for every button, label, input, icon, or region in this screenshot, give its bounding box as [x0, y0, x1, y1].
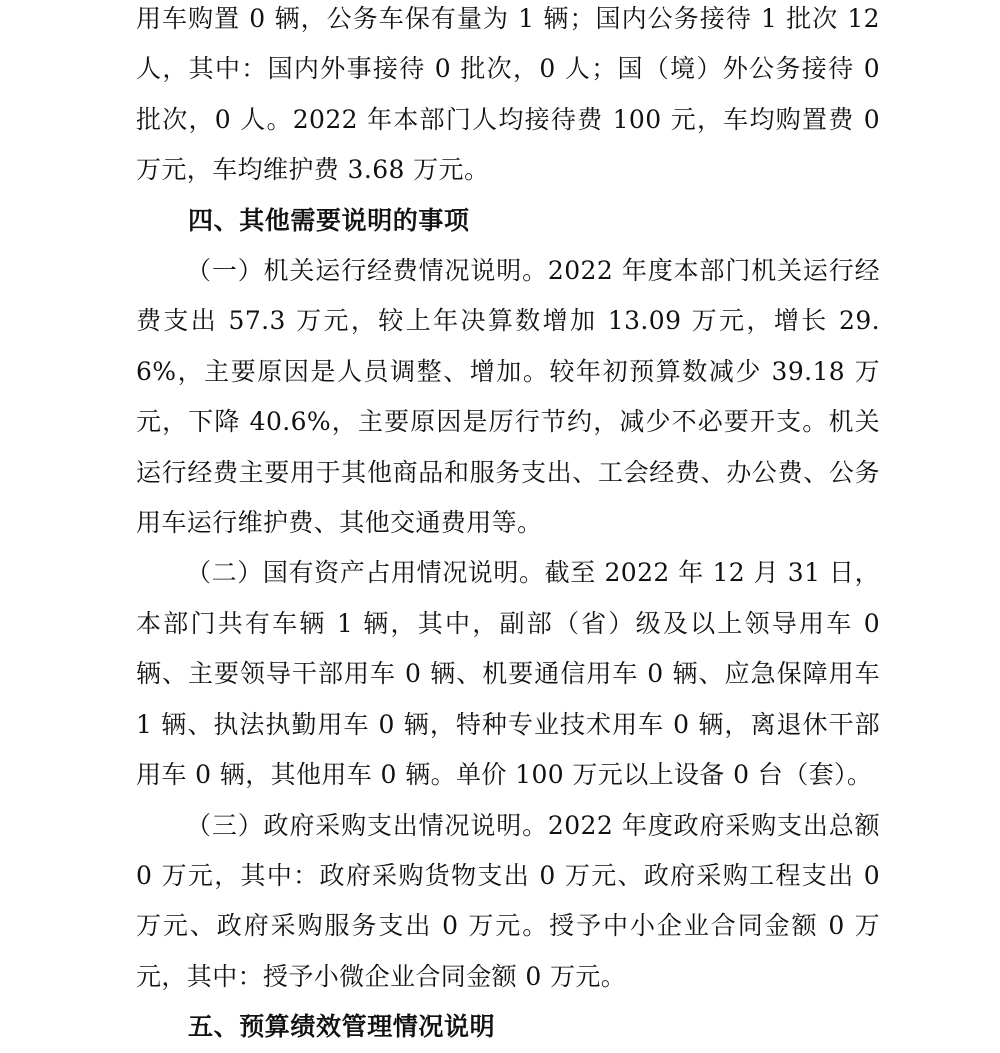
paragraph-government-procurement: （三）政府采购支出情况说明。2022 年度政府采购支出总额 0 万元，其中：政府采购货物支出 0 万元、政府采购工程支出 0 万元、政府采购服务支出 0 万元。授予中小企业合同金额 0 万元，其中：授予小微企业合同金额 0 万元。	[136, 810, 880, 991]
paragraph-operating-expenses: （一）机关运行经费情况说明。2022 年度本部门机关运行经费支出 57.3 万元，较上年决算数增加 13.09 万元，增长 29.6%，主要原因是人员调整、增加。较年初预算数减少 39.18 万元，下降 40.6%，主要原因是厉行节约，减少不必要开支。机关运行经费主要用于其他商品和服务支出、工会经费、办公费、公务用车运行维护费、其他交通费用等。	[136, 256, 880, 538]
paragraph-vehicle-reception: 用车购置 0 辆，公务车保有量为 1 辆；国内公务接待 1 批次 12 人，其中：国内外事接待 0 批次，0 人；国（境）外公务接待 0 批次，0 人。2022 年本部门人均接待费 100 元，车均购置费 0 万元，车均维护费 3.68 万元。	[136, 4, 880, 185]
section-heading-performance-management: 五、预算绩效管理情况说明	[188, 1012, 496, 1042]
section-heading-other-matters: 四、其他需要说明的事项	[188, 205, 470, 235]
document-page	[136, 0, 880, 1053]
paragraph-state-assets: （二）国有资产占用情况说明。截至 2022 年 12 月 31 日，本部门共有车辆 1 辆，其中，副部（省）级及以上领导用车 0 辆、主要领导干部用车 0 辆、机要通信用车 0 辆、应急保障用车 1 辆、执法执勤用车 0 辆，特种专业技术用车 0 辆，离退休干部用车 0 辆，其他用车 0 辆。单价 100 万元以上设备 0 台（套）。	[136, 558, 880, 790]
